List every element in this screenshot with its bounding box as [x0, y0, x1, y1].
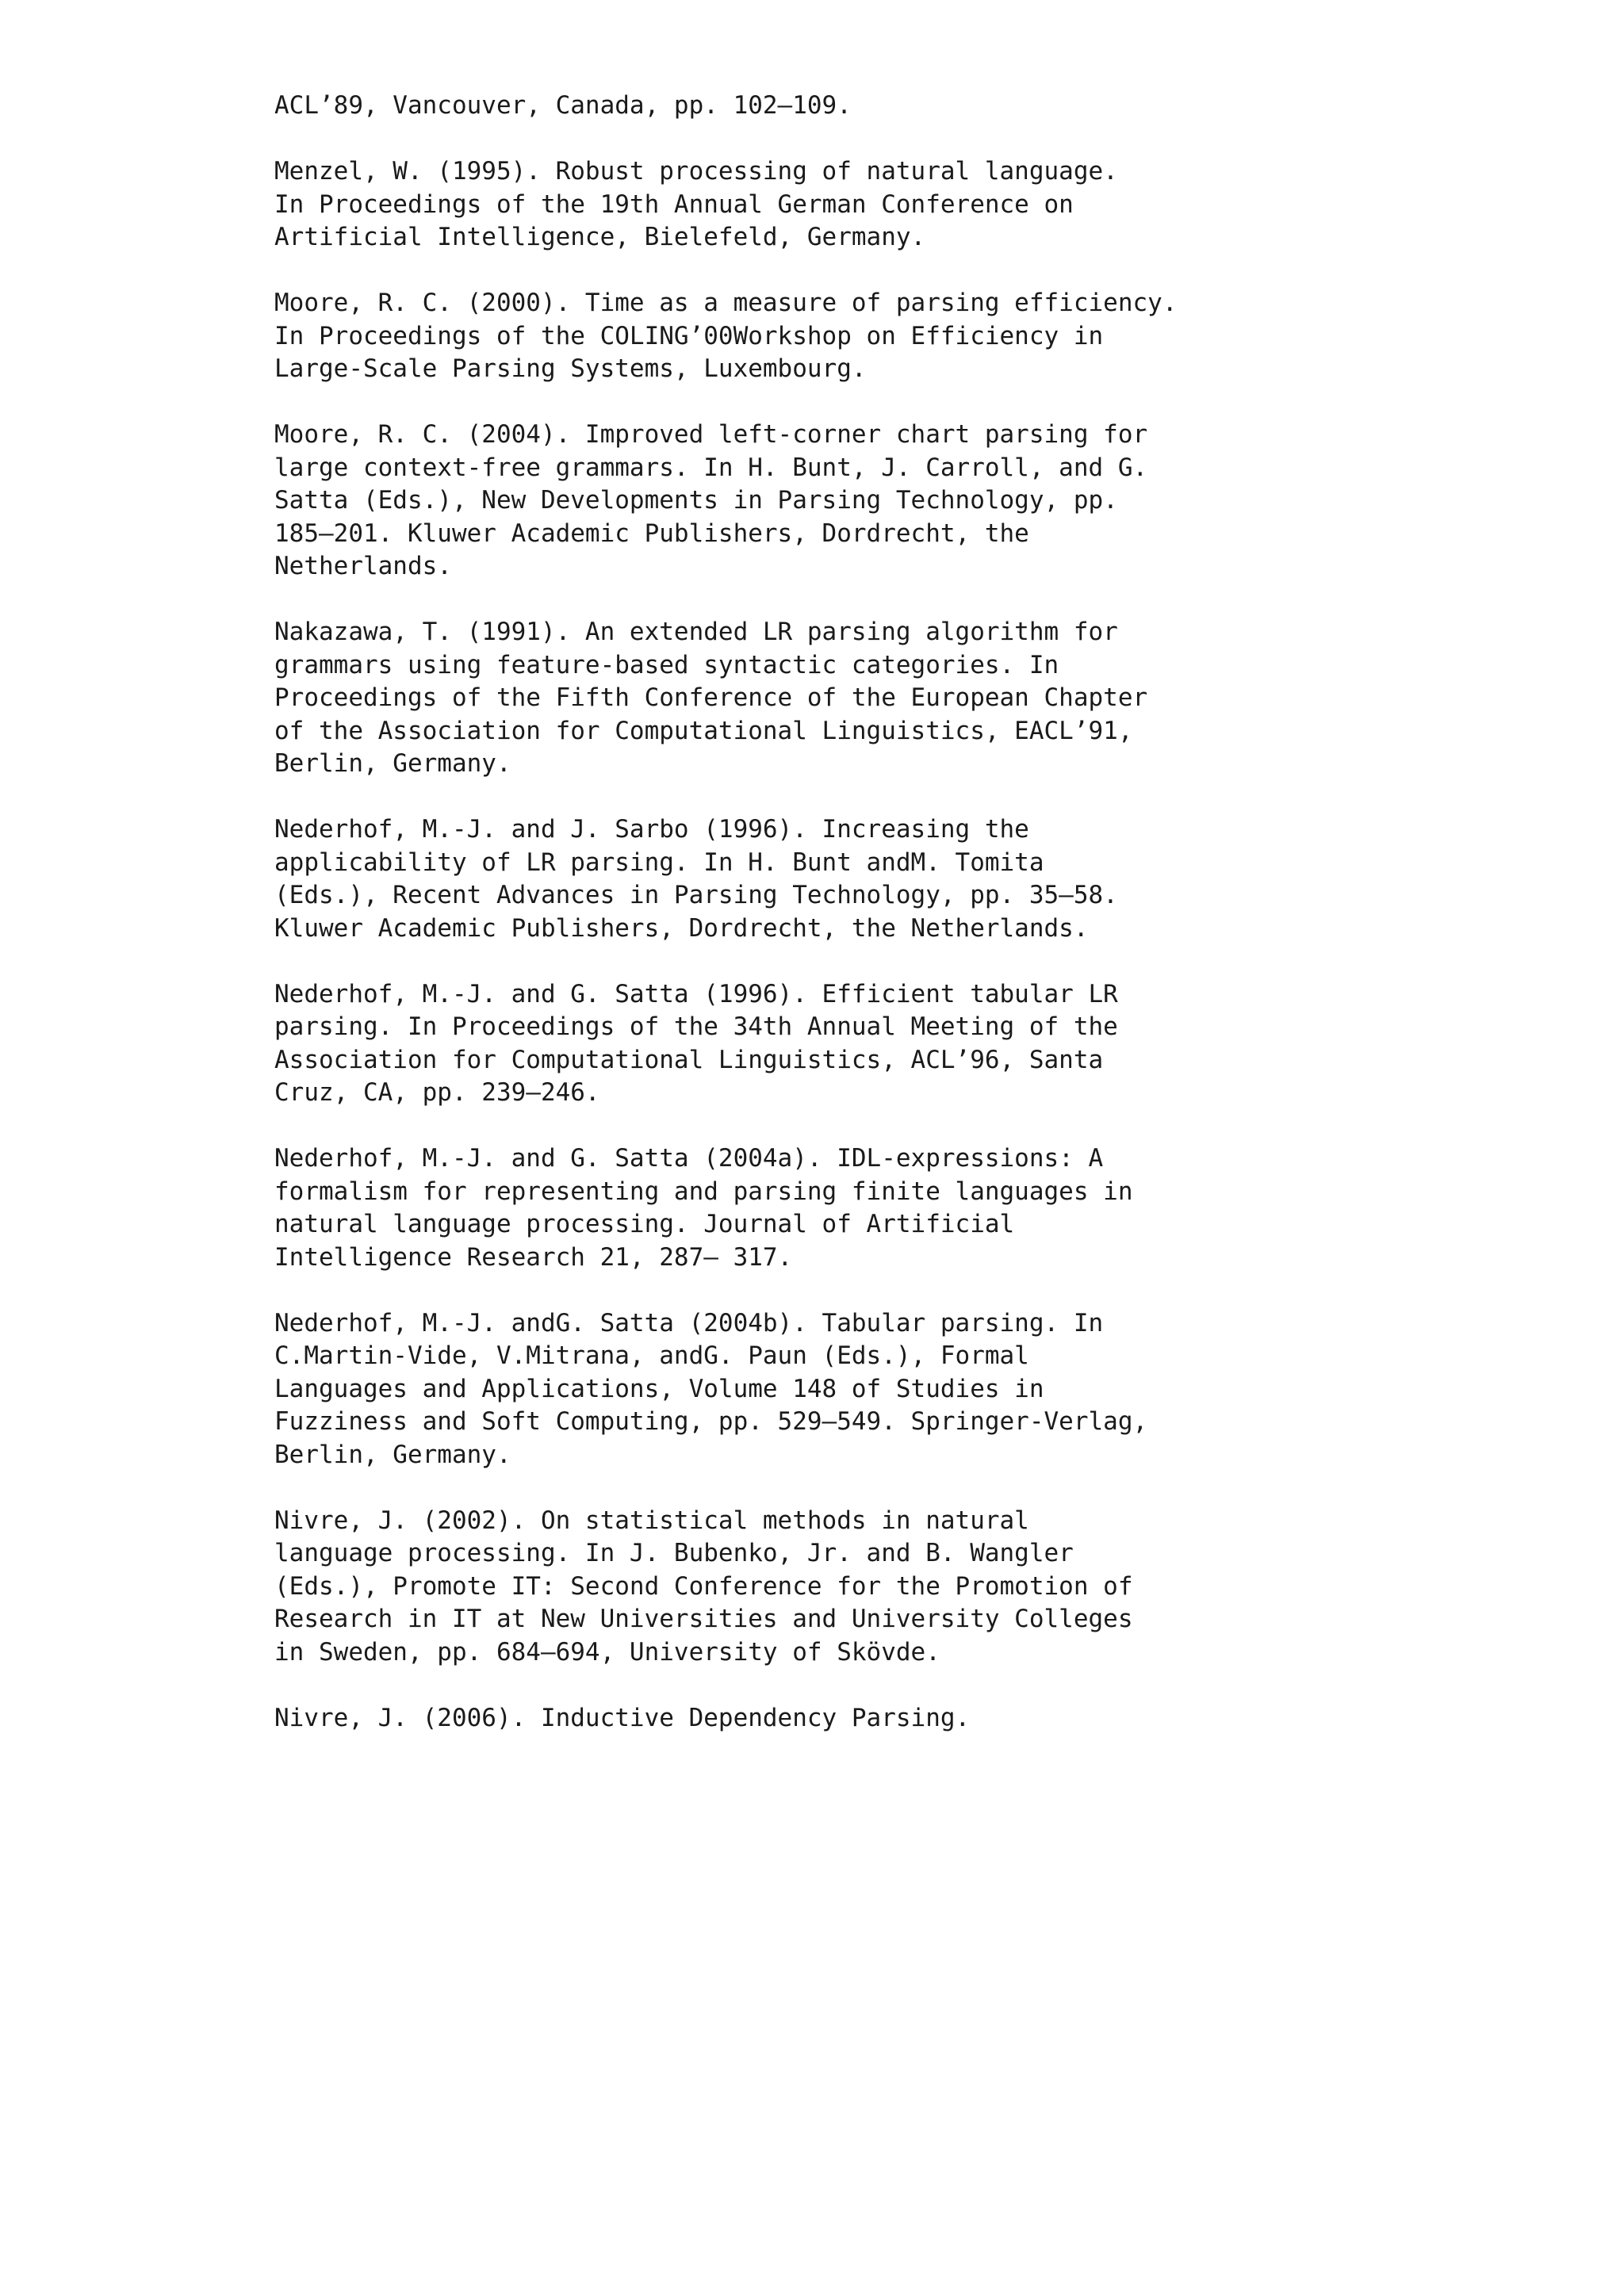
reference-line: Netherlands.	[274, 552, 452, 580]
reference-line: Berlin, Germany.	[274, 1440, 511, 1469]
reference-line: (Eds.), Promote IT: Second Conference for the Promotion of	[274, 1571, 1133, 1601]
reference-line: C.Martin-Vide, V.Mitrana, andG. Paun (Eds.), Formal	[274, 1341, 1029, 1370]
reference-line: Moore, R. C. (2000). Time as a measure of parsing efficiency.	[274, 289, 1178, 317]
reference-line: (Eds.), Recent Advances in Parsing Technology, pp. 35–58.	[274, 881, 1118, 909]
reference-entry	[274, 813, 1385, 945]
reference-line: Moore, R. C. (2004). Improved left-corner chart parsing for	[274, 420, 1148, 449]
reference-line: Research in IT at New Universities and University Colleges	[274, 1605, 1133, 1633]
reference-line: Nivre, J. (2006). Inductive Dependency Parsing.	[274, 1703, 971, 1732]
reference-line: Nederhof, M.-J. and G. Satta (1996). Efficient tabular LR	[274, 979, 1118, 1008]
reference-line: parsing. In Proceedings of the 34th Annual Meeting of the	[274, 1012, 1118, 1041]
reference-entry	[274, 1505, 1385, 1670]
reference-list	[274, 90, 1385, 1768]
reference-entry	[274, 419, 1385, 584]
reference-line: Satta (Eds.), New Developments in Parsing Technology, pp.	[274, 486, 1118, 515]
reference-line: In Proceedings of the COLING’00Workshop on Efficiency in	[274, 321, 1104, 350]
reference-line: natural language processing. Journal of Artificial	[274, 1210, 1015, 1238]
reference-line: large context-free grammars. In H. Bunt, J. Carroll, and G.	[274, 453, 1148, 482]
reference-line: Nederhof, M.-J. and G. Satta (2004a). IDL-expressions: A	[274, 1144, 1104, 1173]
reference-entry	[274, 978, 1385, 1110]
reference-line: Intelligence Research 21, 287– 317.	[274, 1242, 793, 1272]
reference-line: Large-Scale Parsing Systems, Luxembourg.	[274, 354, 867, 383]
reference-line: Nederhof, M.-J. and J. Sarbo (1996). Increasing the	[274, 815, 1029, 844]
reference-line: grammars using feature-based syntactic categories. In	[274, 650, 1059, 679]
reference-entry	[274, 1702, 1385, 1735]
reference-entry	[274, 1142, 1385, 1274]
reference-line: Nakazawa, T. (1991). An extended LR parsing algorithm for	[274, 618, 1118, 646]
reference-entry	[274, 616, 1385, 781]
reference-line: of the Association for Computational Linguistics, EACL’91,	[274, 716, 1133, 745]
reference-line: Nivre, J. (2002). On statistical methods in natural	[274, 1506, 1029, 1535]
reference-line: In Proceedings of the 19th Annual German Conference on	[274, 189, 1074, 219]
reference-line: language processing. In J. Bubenko, Jr. and B. Wangler	[274, 1539, 1074, 1567]
reference-line: Proceedings of the Fifth Conference of the European Chapter	[274, 683, 1148, 712]
reference-line: Cruz, CA, pp. 239–246.	[274, 1078, 600, 1107]
reference-line: in Sweden, pp. 684–694, University of Skövde.	[274, 1637, 940, 1667]
reference-line: Kluwer Academic Publishers, Dordrecht, the Netherlands.	[274, 913, 1089, 943]
reference-line: Association for Computational Linguistics, ACL’96, Santa	[274, 1045, 1104, 1074]
reference-entry	[274, 1307, 1385, 1472]
reference-line: Berlin, Germany.	[274, 749, 511, 778]
reference-line: Menzel, W. (1995). Robust processing of natural language.	[274, 157, 1118, 186]
reference-line: applicability of LR parsing. In H. Bunt andM. Tomita	[274, 848, 1044, 877]
reference-line: formalism for representing and parsing finite languages in	[274, 1177, 1133, 1206]
reference-line: Fuzziness and Soft Computing, pp. 529–549. Springer-Verlag,	[274, 1407, 1148, 1436]
reference-entry	[274, 155, 1385, 254]
reference-line: 185–201. Kluwer Academic Publishers, Dordrecht, the	[274, 519, 1029, 548]
reference-entry	[274, 287, 1385, 386]
reference-line: ACL’89, Vancouver, Canada, pp. 102–109.	[274, 91, 852, 120]
reference-line: Languages and Applications, Volume 148 of Studies in	[274, 1374, 1044, 1403]
reference-line: Nederhof, M.-J. andG. Satta (2004b). Tabular parsing. In	[274, 1308, 1104, 1337]
reference-entry	[274, 90, 1385, 123]
reference-line: Artificial Intelligence, Bielefeld, Germany.	[274, 223, 926, 251]
